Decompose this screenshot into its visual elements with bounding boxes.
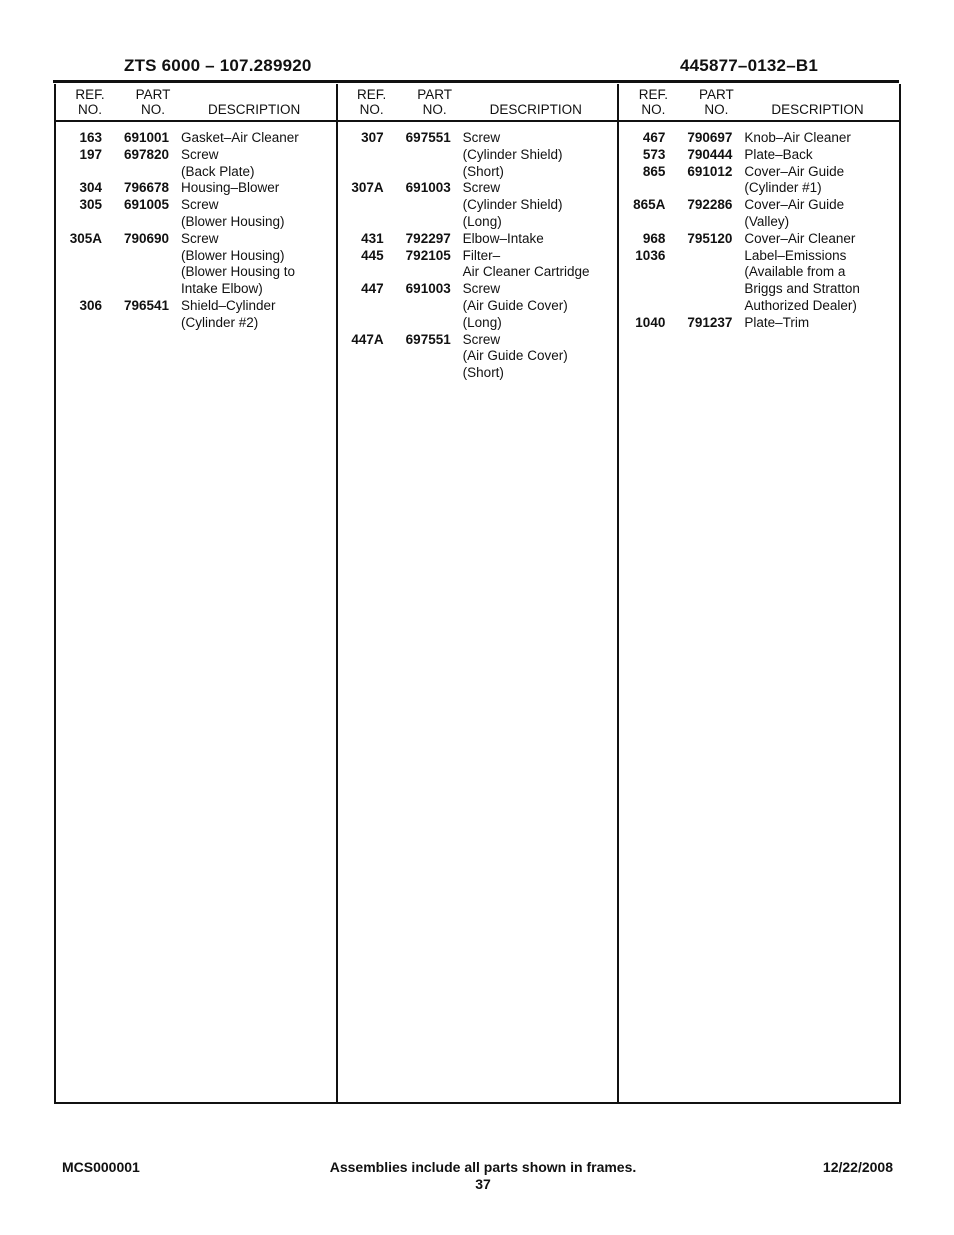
part-row	[338, 281, 618, 331]
description-line: Shield–Cylinder	[181, 297, 276, 313]
part-row	[619, 147, 899, 164]
description-line: (Available from a	[744, 264, 846, 280]
description-line: Screw	[181, 197, 219, 213]
part-number: 697551	[405, 130, 451, 145]
footer-date: 12/22/2008	[822, 1159, 893, 1175]
document-number: 445877–0132–B1	[680, 56, 818, 75]
model-title: ZTS 6000 – 107.289920	[124, 56, 312, 75]
part-row	[56, 147, 336, 181]
description-line: (Short)	[462, 163, 504, 179]
ref-number: 305A	[69, 230, 102, 246]
part-row	[619, 248, 899, 315]
description-line: Cover–Air Cleaner	[744, 230, 856, 246]
part-header: PART NO.	[135, 87, 171, 117]
part-description	[744, 147, 899, 164]
part-description	[463, 180, 618, 230]
part-number: 791237	[687, 314, 733, 330]
part-row	[338, 332, 618, 382]
description-line: Elbow–Intake	[462, 230, 544, 246]
ref-number: 305	[79, 197, 102, 213]
part-description	[744, 231, 899, 248]
description-header: DESCRIPTION	[489, 102, 582, 117]
description-header: DESCRIPTION	[771, 102, 864, 117]
description-line: (Back Plate)	[181, 163, 255, 179]
ref-number: 197	[79, 146, 102, 162]
part-header: PART NO.	[417, 87, 453, 117]
description-line: Gasket–Air Cleaner	[181, 130, 299, 145]
description-line: Screw	[462, 130, 501, 145]
part-row	[338, 180, 618, 230]
parts-rows	[619, 130, 899, 332]
part-description	[744, 248, 899, 315]
ref-header: REF. NO.	[638, 87, 668, 117]
ref-number: 447	[361, 281, 384, 297]
part-description	[181, 197, 336, 231]
part-description	[463, 231, 618, 248]
ref-number: 307A	[351, 180, 384, 196]
description-line: (Air Guide Cover)	[462, 348, 568, 364]
ref-header: REF. NO.	[75, 87, 105, 117]
part-number: 697551	[405, 331, 451, 347]
description-line: Screw	[181, 230, 219, 246]
ref-number: 865	[642, 163, 666, 179]
description-line: (Blower Housing)	[181, 213, 285, 229]
part-description	[181, 298, 336, 332]
ref-number: 445	[361, 247, 384, 263]
ref-number: 573	[642, 146, 666, 162]
parts-column-2	[338, 84, 620, 1102]
description-line: Authorized Dealer)	[744, 297, 857, 313]
description-line: Plate–Back	[744, 146, 813, 162]
description-line: (Cylinder Shield)	[462, 146, 563, 162]
part-number: 792297	[405, 230, 451, 246]
part-number: 691005	[124, 197, 170, 213]
description-line: (Cylinder Shield)	[462, 197, 563, 213]
ref-number: 1040	[635, 314, 666, 330]
part-number: 790697	[687, 130, 733, 145]
part-description	[463, 248, 618, 282]
description-line: (Blower Housing)	[181, 247, 285, 263]
column-header	[56, 84, 336, 122]
parts-rows	[56, 130, 336, 332]
description-header: DESCRIPTION	[208, 102, 301, 117]
ref-number: 1036	[635, 247, 666, 263]
part-description	[181, 130, 336, 147]
description-line: Housing–Blower	[181, 180, 280, 196]
ref-number: 865A	[633, 197, 666, 213]
description-line: (Long)	[462, 213, 502, 229]
description-line: Screw	[462, 281, 501, 297]
description-line: Screw	[181, 146, 219, 162]
part-description	[181, 180, 336, 197]
part-row	[56, 197, 336, 231]
page-number: 37	[475, 1176, 491, 1192]
description-line: Knob–Air Cleaner	[744, 130, 851, 145]
part-number: 790690	[124, 230, 170, 246]
description-line: Plate–Trim	[744, 314, 810, 330]
ref-number: 447A	[351, 331, 384, 347]
part-row	[619, 197, 899, 231]
part-row	[338, 231, 618, 248]
footer-note-text: Assemblies include all parts shown in frames.	[329, 1159, 637, 1175]
part-row	[619, 315, 899, 332]
part-description	[463, 332, 618, 382]
description-line: (Blower Housing to	[181, 264, 296, 280]
ref-number: 307	[361, 130, 384, 145]
description-line: Cover–Air Guide	[744, 197, 845, 213]
ref-number: 306	[79, 297, 102, 313]
part-description	[744, 164, 899, 198]
part-number: 792105	[405, 247, 451, 263]
description-line: (Air Guide Cover)	[462, 297, 568, 313]
description-line: Label–Emissions	[744, 247, 847, 263]
part-row	[56, 130, 336, 147]
part-number: 796541	[124, 297, 170, 313]
part-description	[744, 130, 899, 147]
part-header: PART NO.	[698, 87, 734, 117]
parts-rows	[338, 130, 618, 382]
part-number: 697820	[124, 146, 170, 162]
description-line: (Cylinder #1)	[744, 180, 822, 196]
part-description	[744, 315, 899, 332]
parts-column-1	[56, 84, 338, 1102]
description-line: (Short)	[462, 365, 504, 381]
part-description	[181, 147, 336, 181]
description-line: (Valley)	[744, 213, 790, 229]
parts-column-3	[619, 84, 899, 1102]
part-description	[463, 281, 618, 331]
part-number: 691003	[405, 281, 451, 297]
part-number: 691012	[687, 163, 733, 179]
part-number: 790444	[687, 146, 733, 162]
part-row	[619, 164, 899, 198]
part-row	[619, 231, 899, 248]
header-rule	[53, 80, 899, 83]
description-line: Filter–	[462, 247, 501, 263]
description-line: Cover–Air Guide	[744, 163, 845, 179]
description-line: (Cylinder #2)	[181, 314, 259, 330]
ref-number: 431	[361, 230, 384, 246]
part-row	[56, 231, 336, 298]
part-number: 796678	[124, 180, 170, 196]
ref-header: REF. NO.	[357, 87, 387, 117]
column-header	[619, 84, 899, 122]
parts-table	[54, 84, 901, 1104]
footer-code: MCS000001	[62, 1159, 140, 1175]
part-number: 691003	[405, 180, 451, 196]
description-line: Screw	[462, 331, 501, 347]
ref-number: 304	[79, 180, 102, 196]
part-number: 795120	[687, 230, 733, 246]
description-line: Intake Elbow)	[181, 281, 263, 297]
description-line: Screw	[462, 180, 501, 196]
ref-number: 163	[79, 130, 102, 145]
ref-number: 968	[642, 230, 666, 246]
part-row	[338, 130, 618, 180]
part-number: 691001	[124, 130, 170, 145]
part-number: 792286	[687, 197, 733, 213]
part-description	[463, 130, 618, 180]
part-description	[181, 231, 336, 298]
ref-number: 467	[642, 130, 666, 145]
footer-note	[300, 1159, 666, 1193]
part-row	[56, 298, 336, 332]
description-line: Air Cleaner Cartridge	[462, 264, 590, 280]
description-line: Briggs and Stratton	[744, 281, 860, 297]
column-header	[338, 84, 618, 122]
part-row	[619, 130, 899, 147]
description-line: (Long)	[462, 314, 502, 330]
part-row	[56, 180, 336, 197]
part-description	[744, 197, 899, 231]
part-row	[338, 248, 618, 282]
